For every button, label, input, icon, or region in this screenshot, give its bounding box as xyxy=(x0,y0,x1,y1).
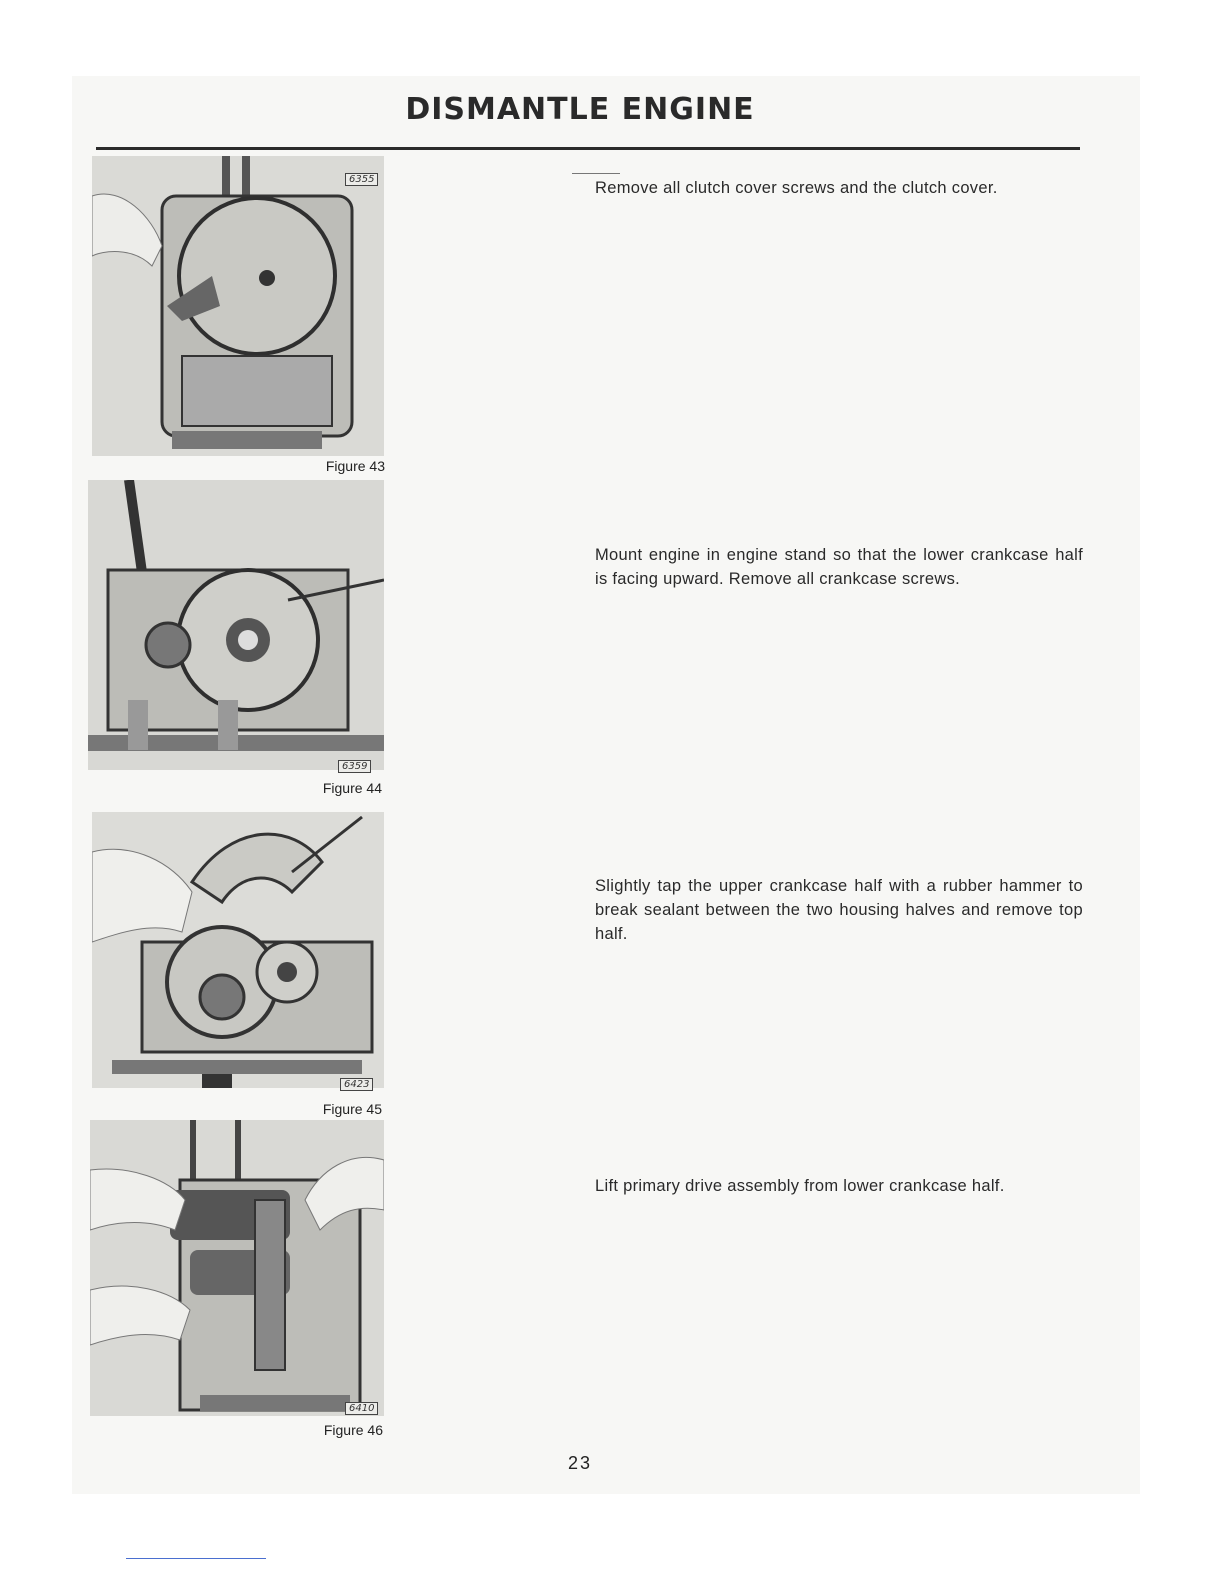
figure-43-caption: Figure 43 xyxy=(325,458,385,474)
figure-45-caption: Figure 45 xyxy=(322,1101,382,1117)
footer-line xyxy=(126,1558,266,1559)
figure-43-code: 6355 xyxy=(345,173,378,186)
decorative-line xyxy=(572,173,620,174)
figure-45-code: 6423 xyxy=(340,1078,373,1091)
figure-46-code: 6410 xyxy=(345,1402,378,1415)
figure-43-photo xyxy=(92,156,384,456)
figure-46-photo xyxy=(90,1120,384,1416)
figure-46-caption: Figure 46 xyxy=(323,1422,383,1438)
figure-44-caption: Figure 44 xyxy=(322,780,382,796)
title-rule xyxy=(96,147,1080,150)
page-number: 23 xyxy=(567,1453,593,1473)
instruction-step-4: Lift primary drive assembly from lower crankcase half. xyxy=(595,1177,1005,1195)
instruction-step-3: Slightly tap the upper crankcase half with a rubber hammer to break sealant between the two housing halves and remove top half. xyxy=(595,877,1083,943)
instruction-step-2: Mount engine in engine stand so that the lower crankcase half is facing upward. Remove all crankcase screws. xyxy=(595,546,1083,588)
instruction-step-1: Remove all clutch cover screws and the clutch cover. xyxy=(595,179,998,197)
figure-44-photo xyxy=(88,480,384,770)
page-title: DISMANTLE ENGINE xyxy=(405,92,755,127)
figure-45-photo xyxy=(92,812,384,1088)
figure-44-code: 6359 xyxy=(338,760,371,773)
